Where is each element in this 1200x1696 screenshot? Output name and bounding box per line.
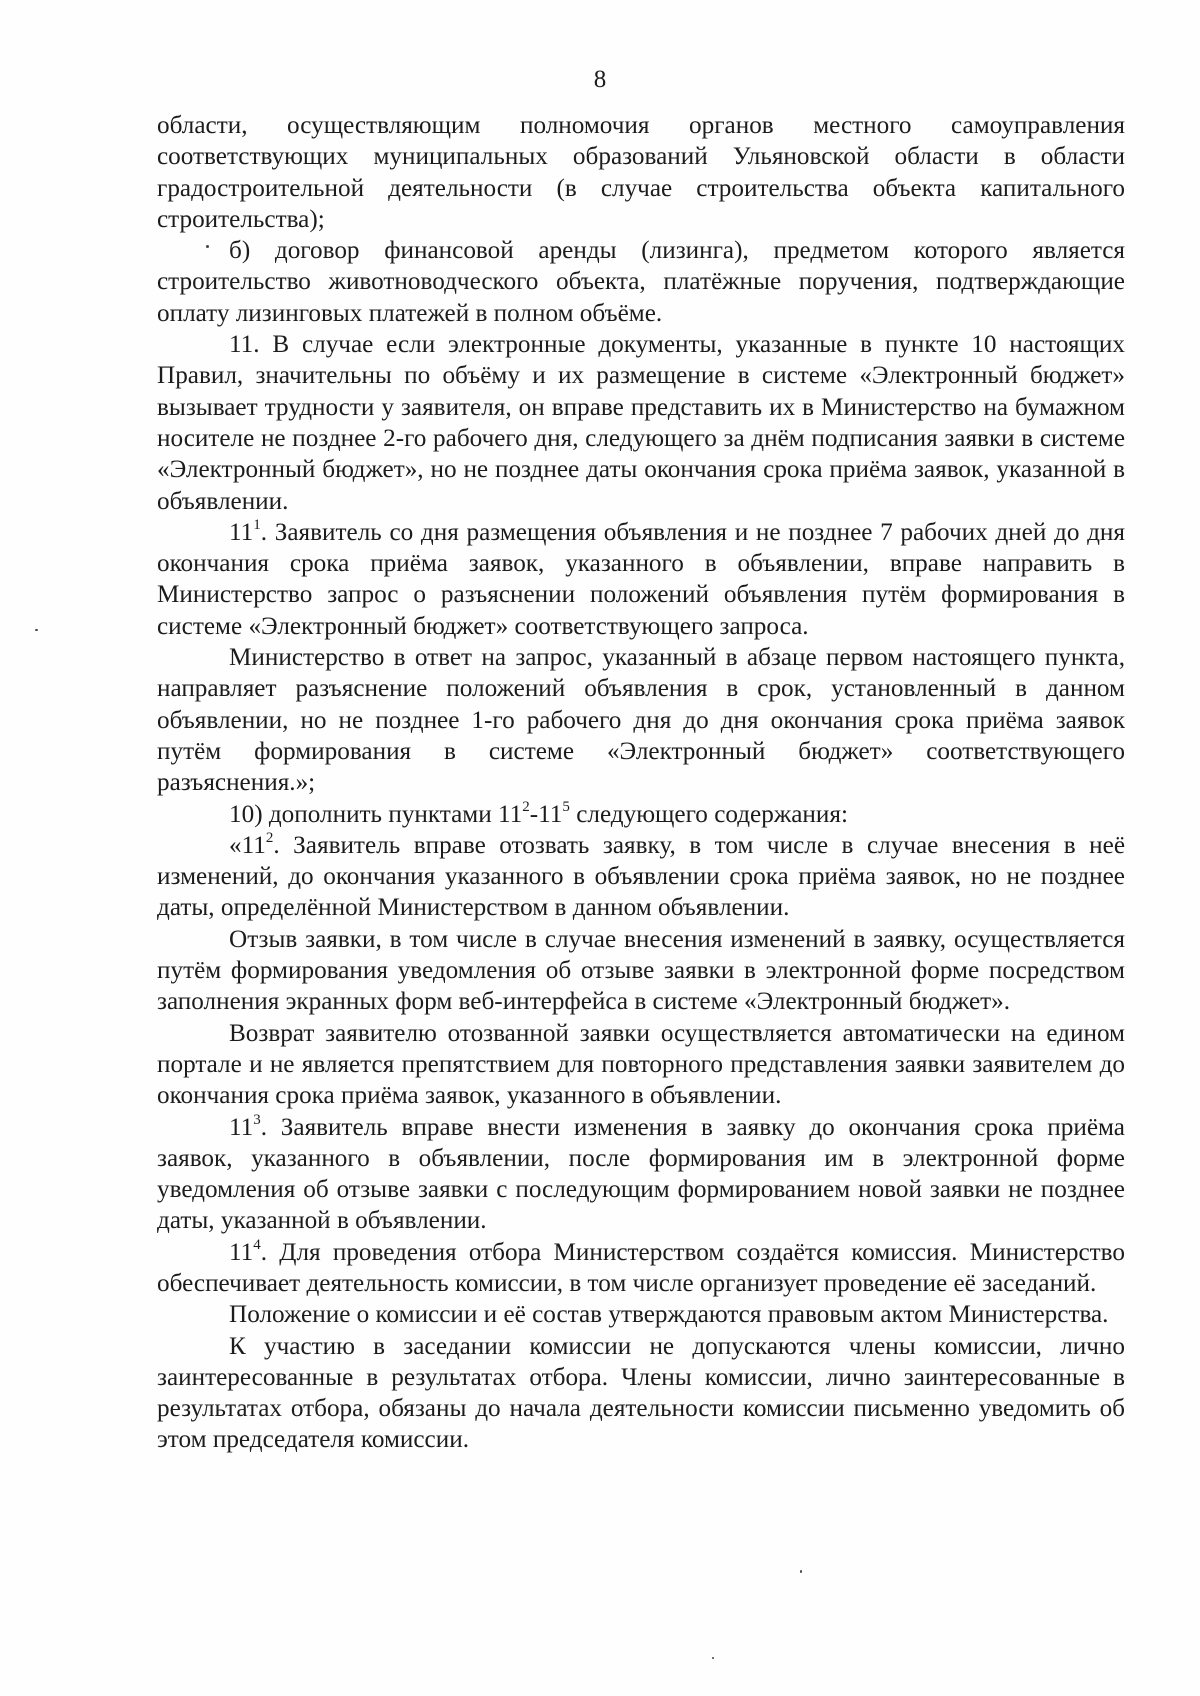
text-run: 11 [229,518,254,546]
superscript: 1 [253,516,261,533]
scan-speck [206,245,209,248]
text-run: следующего содержания: [569,800,848,828]
paragraph-p12 [157,1331,1125,1456]
text-run: 10) дополнить пунктами 11 [229,800,523,828]
text-run: . Для проведения отбора Министерством создаётся комиссия. Министерство обеспечивает деятельность комиссии, в том числе организует проведение её заседаний. [157,1238,1125,1297]
text-run: области, осуществляющим полномочия органов местного самоуправления соответствующих муниципальных образований Ульяновской области в области градостроительной деятельности (в случае строительства объекта капитального строительства); [157,112,1125,233]
text-run: б) договор финансовой аренды (лизинга), предметом которого является строительство животноводческого объекта, платёжные поручения, подтверждающие оплату лизинговых платежей в полном объёме. [157,237,1125,327]
text-run: -11 [529,800,563,828]
paragraph-p5 [157,799,1125,830]
superscript: 2 [265,829,274,846]
paragraph-p6 [157,830,1125,924]
paragraph-p1 [157,235,1125,329]
paragraph-p8 [157,1018,1125,1112]
document-body [157,110,1125,1456]
superscript: 3 [253,1111,261,1128]
text-run: «11 [229,831,266,859]
paragraph-p4 [157,642,1125,798]
text-run: . Заявитель вправе внести изменения в заявку до окончания срока приёма заявок, указанного в объявлении, после формирования им в электронной форме уведомления об отзыве заявки с последующим формированием новой заявки не позднее даты, указанной в объявлении. [157,1113,1125,1235]
paragraph-p0 [157,110,1125,235]
text-run: К участию в заседании комиссии не допускаются члены комиссии, лично заинтересованные в результатах отбора. Члены комиссии, лично заинтересованные в результатах отбора, обязаны до начала деятельности комиссии письменно уведомить об этом председателя комиссии. [157,1332,1125,1454]
paragraph-p7 [157,924,1125,1018]
text-run: Положение о комиссии и её состав утверждаются правовым актом Министерства. [229,1301,1109,1329]
paragraph-p9 [157,1112,1125,1237]
scan-speck [800,1570,802,1573]
text-run: . Заявитель вправе отозвать заявку, в том числе в случае внесения в неё изменений, до окончания указанного в объявлении срока приёма заявок, но не позднее даты, определённой Министерством в данном объявлении. [157,831,1125,922]
text-run: 11 [229,1238,254,1266]
superscript: 4 [253,1236,261,1253]
text-run: Министерство в ответ на запрос, указанный в абзаце первом настоящего пункта, направляет разъяснение положений объявления в срок, установленный в данном объявлении, но не позднее 1-го рабочего дня до дня окончания срока приёма заявок путём формирования в системе «Электронный бюджет» соответствующего разъяснения.»; [157,644,1125,797]
superscript: 2 [522,798,530,815]
paragraph-p11 [157,1299,1125,1330]
superscript: 5 [562,798,570,815]
scan-speck [712,1657,714,1659]
text-run: Возврат заявителю отозванной заявки осуществляется автоматически на едином портале и не является препятствием для повторного представления заявки заявителем до окончания срока приёма заявок, указанного в объявлении. [157,1019,1125,1110]
paragraph-p10 [157,1237,1125,1300]
paragraph-p3 [157,517,1125,642]
page-number: 8 [593,66,607,93]
scan-speck [35,629,38,631]
paragraph-p2 [157,329,1125,517]
text-run: 11 [229,1113,254,1141]
text-run: Отзыв заявки, в том числе в случае внесения изменений в заявку, осуществляется путём формирования уведомления об отзыве заявки в электронной форме посредством заполнения экранных форм веб-интерфейса в системе «Электронный бюджет». [157,925,1125,1016]
text-run: 11. В случае если электронные документы, указанные в пункте 10 настоящих Правил, значительны по объёму и их размещение в системе «Электронный бюджет» вызывает трудности у заявителя, он вправе представить их в Министерство на бумажном носителе не позднее 2-го рабочего дня, следующего за днём подписания заявки в системе «Электронный бюджет», но не позднее даты окончания срока приёма заявок, указанной в объявлении. [157,331,1125,515]
text-run: . Заявитель со дня размещения объявления и не позднее 7 рабочих дней до дня окончания срока приёма заявок, указанного в объявлении, вправе направить в Министерство запрос о разъяснении положений объявления путём формирования в системе «Электронный бюджет» соответствующего запроса. [157,518,1125,640]
